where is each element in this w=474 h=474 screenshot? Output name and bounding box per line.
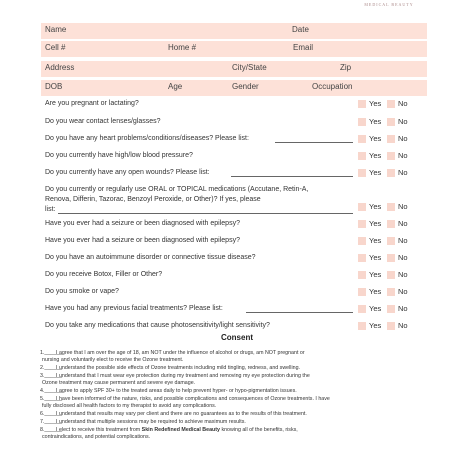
gender-field-label[interactable]: Gender [232,82,259,91]
yes-label: Yes [369,270,382,279]
question-seizure-2: Have you ever had a seizure or been diagnosed with epilepsy? [45,237,240,244]
dob-field-label[interactable]: DOB [45,82,63,91]
yes-checkbox[interactable] [358,271,366,279]
no-label: No [398,304,408,313]
consent-item: I understand that results may vary per client and there are no guarantees as to the results of this treatment. [56,411,307,417]
home-field-label[interactable]: Home # [168,43,197,52]
yes-label: Yes [369,134,382,143]
consent-item: I understand that I must wear eye protection during my treatment and removing my eye protection during the [56,373,310,379]
consent-number[interactable]: 8.______ [40,427,63,433]
no-label: No [398,253,408,262]
heart-list-line[interactable] [275,142,353,143]
no-checkbox[interactable] [387,220,395,228]
no-checkbox[interactable] [387,288,395,296]
consent-item: contraindications, and potential complications. [42,434,151,440]
question-medications-line1: Do you currently or regularly use ORAL or TOPICAL medications (Accutane, Retin-A, [45,186,309,193]
form-row-phone [41,41,427,57]
no-checkbox[interactable] [387,135,395,143]
yes-label: Yes [369,253,382,262]
consent-item: Ozone treatment may cause permanent and severe eye damage. [42,380,196,386]
yes-label: Yes [369,202,382,211]
no-checkbox[interactable] [387,322,395,330]
facial-treatments-list-line[interactable] [246,312,353,313]
no-label: No [398,134,408,143]
consent-item-8-text-b: knowing all of the benefits, risks, [219,427,298,433]
city-state-field-label[interactable]: City/State [232,63,267,72]
yes-checkbox[interactable] [358,305,366,313]
yes-checkbox[interactable] [358,152,366,160]
consent-item: fully disclosed all health factors to my therapist to avoid any complications. [42,403,217,409]
medications-list-line[interactable] [58,213,353,214]
yes-label: Yes [369,321,382,330]
consent-item: I agree that I am over the age of 18, am NOT under the influence of alcohol or drugs, am NOT pregnant or [56,350,305,356]
zip-field-label[interactable]: Zip [340,63,352,72]
wounds-list-line[interactable] [231,176,353,177]
cell-field-label[interactable]: Cell # [45,43,66,52]
consent-number[interactable]: 4.______ [40,388,63,394]
yes-label: Yes [369,287,382,296]
question-facial-treatments: Have you had any previous facial treatments? Please list: [45,305,223,312]
no-checkbox[interactable] [387,305,395,313]
date-field-label[interactable]: Date [292,25,309,34]
consent-item-8 [56,427,298,434]
business-name: Skin Redefined Medical Beauty [141,427,220,433]
question-botox: Do you receive Botox, Filler or Other? [45,271,163,278]
no-label: No [398,151,408,160]
no-label: No [398,270,408,279]
address-field-label[interactable]: Address [45,63,75,72]
yes-label: Yes [369,99,382,108]
no-checkbox[interactable] [387,100,395,108]
occupation-field-label[interactable]: Occupation [312,82,353,91]
consent-item-8-text-a: I elect to receive this treatment from [56,427,142,433]
form-row-address [41,61,427,77]
consent-item: I have been informed of the nature, risks, and possible complications and consequences of Ozone treatments. I have [56,396,330,402]
question-photosensitivity: Do you take any medications that cause photosensitivity/light sensitivity? [45,322,270,329]
question-medications-line3: list: [45,206,56,213]
question-smoke: Do you smoke or vape? [45,288,119,295]
yes-label: Yes [369,236,382,245]
yes-checkbox[interactable] [358,169,366,177]
no-checkbox[interactable] [387,169,395,177]
yes-checkbox[interactable] [358,322,366,330]
question-seizure-1: Have you ever had a seizure or been diagnosed with epilepsy? [45,220,240,227]
yes-checkbox[interactable] [358,220,366,228]
form-row-personal [41,80,427,96]
no-checkbox[interactable] [387,254,395,262]
question-blood-pressure: Do you currently have high/low blood pressure? [45,152,193,159]
yes-label: Yes [369,168,382,177]
no-label: No [398,168,408,177]
question-heart: Do you have any heart problems/conditions/diseases? Please list: [45,135,249,142]
consent-number[interactable]: 1.______ [40,350,63,356]
consent-number[interactable]: 2.______ [40,365,63,371]
no-label: No [398,219,408,228]
consent-number[interactable]: 3.______ [40,373,63,379]
form-row-name [41,23,427,39]
no-label: No [398,117,408,126]
yes-label: Yes [369,151,382,160]
consent-item: I understand the possible side effects of Ozone treatments including mild tingling, redness, and swelling. [56,365,300,371]
question-pregnant: Are you pregnant or lactating? [45,100,139,107]
no-checkbox[interactable] [387,203,395,211]
consent-item: nursing and voluntarily elect to receive the Ozone treatment. [42,357,184,363]
yes-checkbox[interactable] [358,254,366,262]
consent-title: Consent [221,333,253,342]
no-checkbox[interactable] [387,237,395,245]
no-label: No [398,202,408,211]
yes-checkbox[interactable] [358,237,366,245]
name-field-label[interactable]: Name [45,25,67,34]
yes-checkbox[interactable] [358,203,366,211]
yes-checkbox[interactable] [358,288,366,296]
no-label: No [398,287,408,296]
no-checkbox[interactable] [387,271,395,279]
yes-label: Yes [369,219,382,228]
consent-number[interactable]: 7.______ [40,419,63,425]
consent-item: I understand that multiple sessions may be required to achieve maximum results. [56,419,246,425]
no-checkbox[interactable] [387,152,395,160]
yes-checkbox[interactable] [358,100,366,108]
no-label: No [398,321,408,330]
question-contacts: Do you wear contact lenses/glasses? [45,118,161,125]
yes-label: Yes [369,117,382,126]
question-wounds: Do you currently have any open wounds? Please list: [45,169,210,176]
no-label: No [398,99,408,108]
brand-logo-text: MEDICAL BEAUTY [364,2,414,7]
question-autoimmune: Do you have an autoimmune disorder or connective tissue disease? [45,254,256,261]
yes-checkbox[interactable] [358,135,366,143]
no-label: No [398,236,408,245]
age-field-label[interactable]: Age [168,82,183,91]
consent-number[interactable]: 6.______ [40,411,63,417]
consent-number[interactable]: 5.______ [40,396,63,402]
yes-label: Yes [369,304,382,313]
question-medications-line2: Renova, Differin, Tazorac, Benzoyl Peroxide, or Other)? If yes, please [45,196,261,203]
no-checkbox[interactable] [387,118,395,126]
yes-checkbox[interactable] [358,118,366,126]
consent-item: I agree to apply SPF 30+ to the treated areas daily to help prevent hyper- or hypo-pigmentation issues. [56,388,297,394]
email-field-label[interactable]: Email [293,43,314,52]
